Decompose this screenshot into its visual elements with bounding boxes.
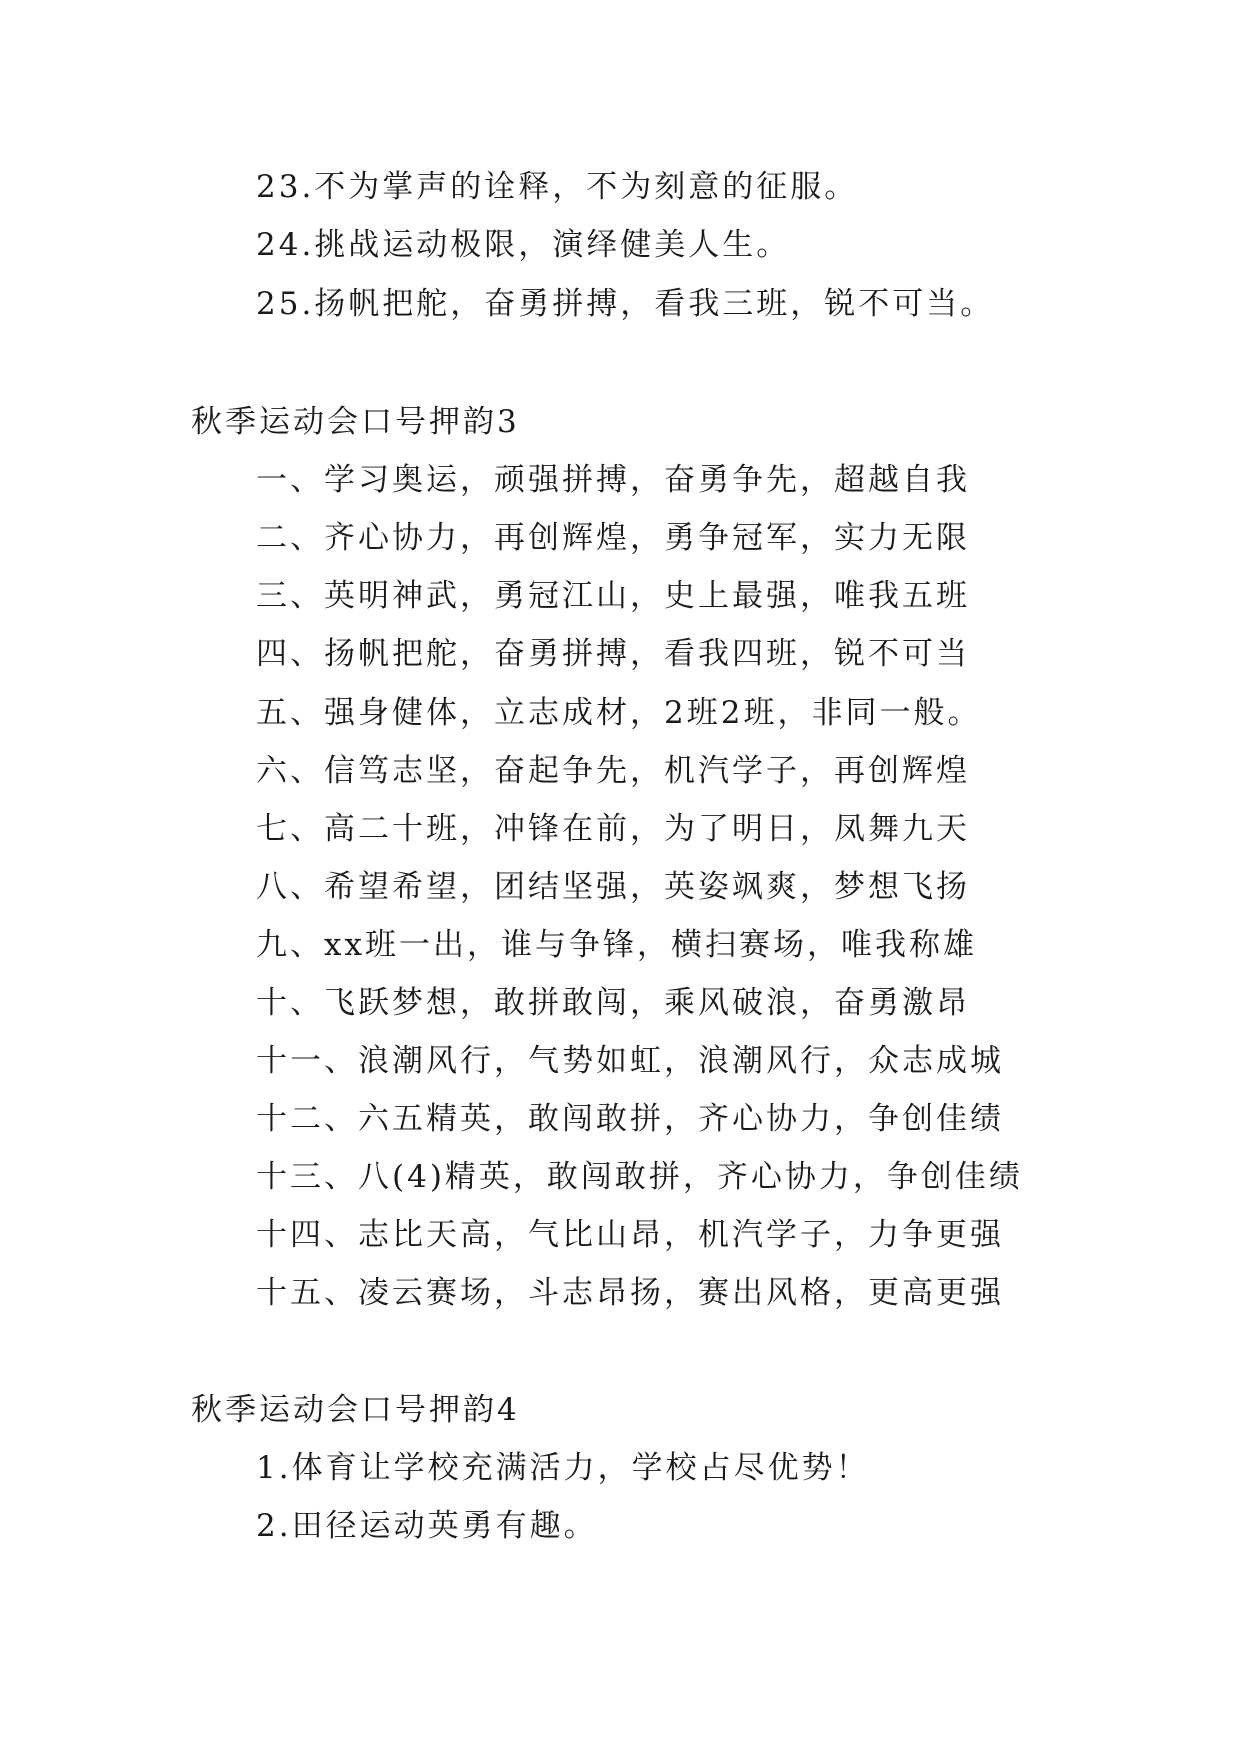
list-item: 七、高二十班，冲锋在前，为了明日，凤舞九天 [256, 811, 970, 847]
section-heading: 秋季运动会口号押韵4 [191, 1392, 520, 1428]
list-item: 1.体育让学校充满活力，学校占尽优势！ [256, 1450, 870, 1486]
list-item: 五、强身健体，立志成材，2班2班，非同一般。 [256, 695, 982, 731]
list-item: 四、扬帆把舵，奋勇拼搏，看我四班，锐不可当 [256, 636, 970, 672]
list-item: 二、齐心协力，再创辉煌，勇争冠军，实力无限 [256, 520, 970, 556]
list-item: 一、学习奥运，顽强拼搏，奋勇争先，超越自我 [256, 462, 970, 498]
list-item: 24.挑战运动极限，演绎健美人生。 [256, 227, 791, 263]
section-heading: 秋季运动会口号押韵3 [191, 404, 520, 440]
list-item: 八、希望希望，团结坚强，英姿飒爽，梦想飞扬 [256, 869, 970, 905]
list-item: 三、英明神武，勇冠江山，史上最强，唯我五班 [256, 578, 970, 614]
list-item: 23.不为掌声的诠释，不为刻意的征服。 [256, 169, 859, 205]
list-item: 十一、浪潮风行，气势如虹，浪潮风行，众志成城 [256, 1043, 1004, 1079]
list-item: 十二、六五精英，敢闯敢拼，齐心协力，争创佳绩 [256, 1101, 1004, 1137]
list-item: 25.扬帆把舵，奋勇拼搏，看我三班，锐不可当。 [256, 286, 995, 322]
list-item: 九、xx班一出，谁与争锋，横扫赛场，唯我称雄 [256, 927, 977, 963]
list-item: 十五、凌云赛场，斗志昂扬，赛出风格，更高更强 [256, 1275, 1004, 1311]
list-item: 六、信笃志坚，奋起争先，机汽学子，再创辉煌 [256, 753, 970, 789]
list-item: 十三、八(4)精英，敢闯敢拼，齐心协力，争创佳绩 [256, 1159, 1023, 1195]
list-item: 十四、志比天高，气比山昂，机汽学子，力争更强 [256, 1217, 1004, 1253]
list-item: 十、飞跃梦想，敢拼敢闯，乘风破浪，奋勇激昂 [256, 985, 970, 1021]
list-item: 2.田径运动英勇有趣。 [256, 1508, 598, 1544]
